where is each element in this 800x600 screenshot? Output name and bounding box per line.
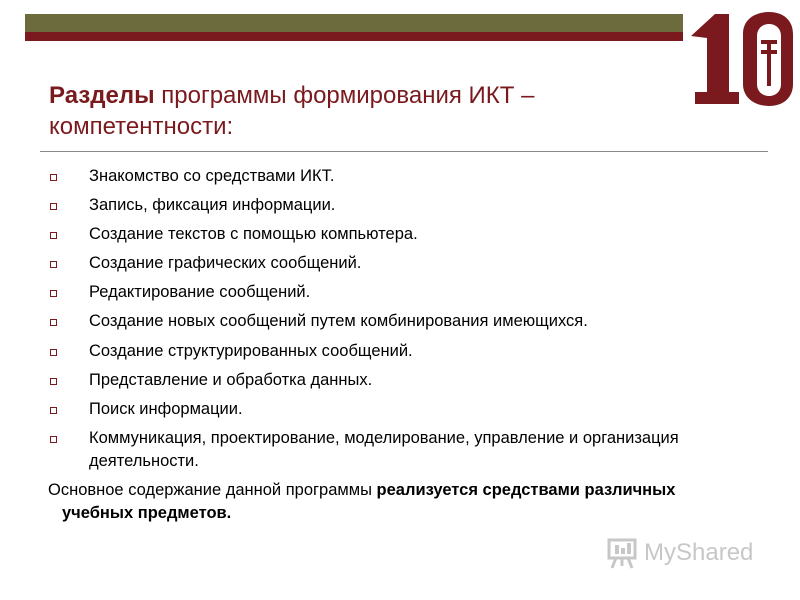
list-item-text: Представление и обработка данных. [89, 370, 373, 389]
list-item [50, 310, 750, 333]
slide-title-rest: программы формирования ИКТ – компетентности: [49, 82, 535, 140]
list-item [50, 398, 750, 421]
list-item-text: Создание новых сообщений путем комбинирования имеющихся. [89, 312, 588, 331]
top-decorative-bar [25, 14, 683, 38]
presentation-board-icon [606, 536, 640, 570]
summary-paragraph [48, 479, 742, 525]
square-bullet-icon [50, 261, 57, 268]
list-item-text: Создание графических сообщений. [89, 254, 362, 273]
title-divider [40, 151, 768, 152]
square-bullet-icon [50, 232, 57, 239]
list-item [50, 340, 750, 363]
list-item-text: Создание структурированных сообщений. [89, 341, 413, 360]
watermark [606, 536, 766, 570]
list-item-text: Знакомство со средствами ИКТ. [89, 167, 335, 185]
square-bullet-icon [50, 378, 57, 385]
slide-title-bold: Разделы [49, 82, 155, 109]
list-item-text: Коммуникация, проектирование, моделирование, управление и организация деятельности. [89, 428, 679, 470]
square-bullet-icon [50, 319, 57, 326]
top-bar-maroon-stripe [25, 32, 683, 41]
list-item [50, 252, 750, 275]
list-item [50, 427, 750, 473]
bullet-list [50, 165, 750, 479]
slide-title [49, 80, 669, 142]
list-item-text: Редактирование сообщений. [89, 283, 311, 302]
square-bullet-icon [50, 174, 57, 181]
school-logo-icon [685, 8, 795, 110]
square-bullet-icon [50, 290, 57, 297]
list-item-text: Запись, фиксация информации. [89, 196, 336, 215]
square-bullet-icon [50, 436, 57, 443]
list-item-text: Поиск информации. [89, 399, 243, 418]
list-item [50, 369, 750, 392]
square-bullet-icon [50, 203, 57, 210]
watermark-text: MyShared [644, 539, 754, 566]
summary-bold-text: реализуется средствами различных учебных предметов. [62, 481, 676, 522]
list-item [50, 223, 750, 246]
list-item [50, 165, 750, 188]
square-bullet-icon [50, 407, 57, 414]
square-bullet-icon [50, 349, 57, 356]
top-bar-olive-stripe [25, 14, 683, 32]
list-item [50, 194, 750, 217]
summary-normal-text: Основное содержание данной программы [48, 481, 377, 499]
list-item [50, 281, 750, 304]
list-item-text: Создание текстов с помощью компьютера. [89, 225, 418, 244]
